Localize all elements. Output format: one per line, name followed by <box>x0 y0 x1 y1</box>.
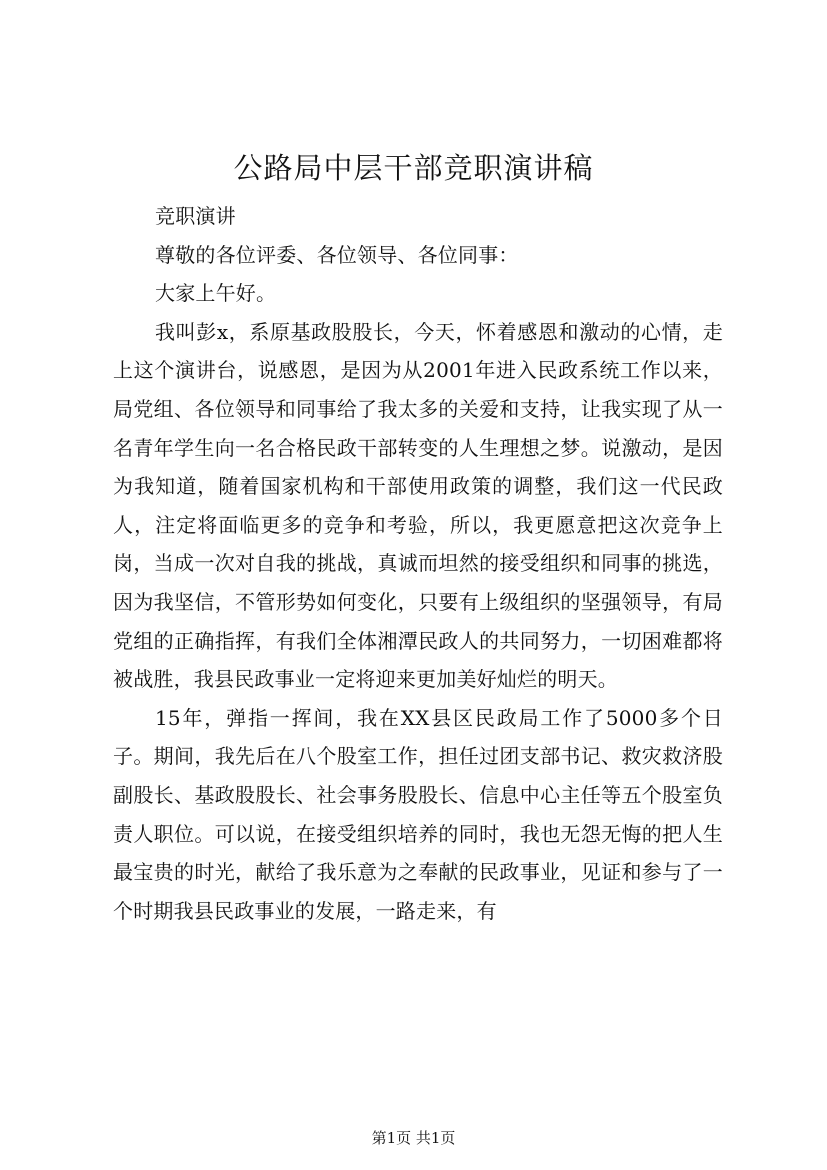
page-number-footer: 第1页 共1页 <box>371 1129 456 1147</box>
paragraph-greeting: 大家上午好。 <box>155 281 277 306</box>
paragraph-experience: 15年，弹指一挥间，我在XX县区民政局工作了5000多个日子。期间，我先后在八个股室工作，担任过团支部书记、救灾救济股副股长、基政股股长、社会事务股股长、信息中心主任等五个股室负责人职位。可以说，在接受组织培养的同时，我也无怨无悔的把人生最宝贵的时光，献给了我乐意为之奉献的民政事业，见证和参与了一个时期我县民政事业的发展，一路走来，有 <box>113 705 723 923</box>
paragraph-salutation: 尊敬的各位评委、各位领导、各位同事： <box>155 242 519 267</box>
paragraph-introduction: 我叫彭x，系原基政股股长，今天，怀着感恩和激动的心情，走上这个演讲台，说感恩，是因为从2001年进入民政系统工作以来，局党组、各位领导和同事给了我太多的关爱和支持，让我实现了从一名青年学生向一名合格民政干部转变的人生理想之梦。说激动，是因为我知道，随着国家机构和干部使用政策的调整，我们这一代民政人，注定将面临更多的竞争和考验，所以，我更愿意把这次竞争上岗，当成一次对自我的挑战，真诚而坦然的接受组织和同事的挑选，因为我坚信，不管形势如何变化，只要有上级组织的坚强领导，有局党组的正确指挥，有我们全体湘潭民政人的共同努力，一切困难都将被战胜，我县民政事业一定将迎来更加美好灿烂的明天。 <box>113 319 723 692</box>
document-title: 公路局中层干部竞职演讲稿 <box>233 151 594 185</box>
paragraph-heading: 竞职演讲 <box>155 204 236 228</box>
document-body <box>113 197 723 930</box>
